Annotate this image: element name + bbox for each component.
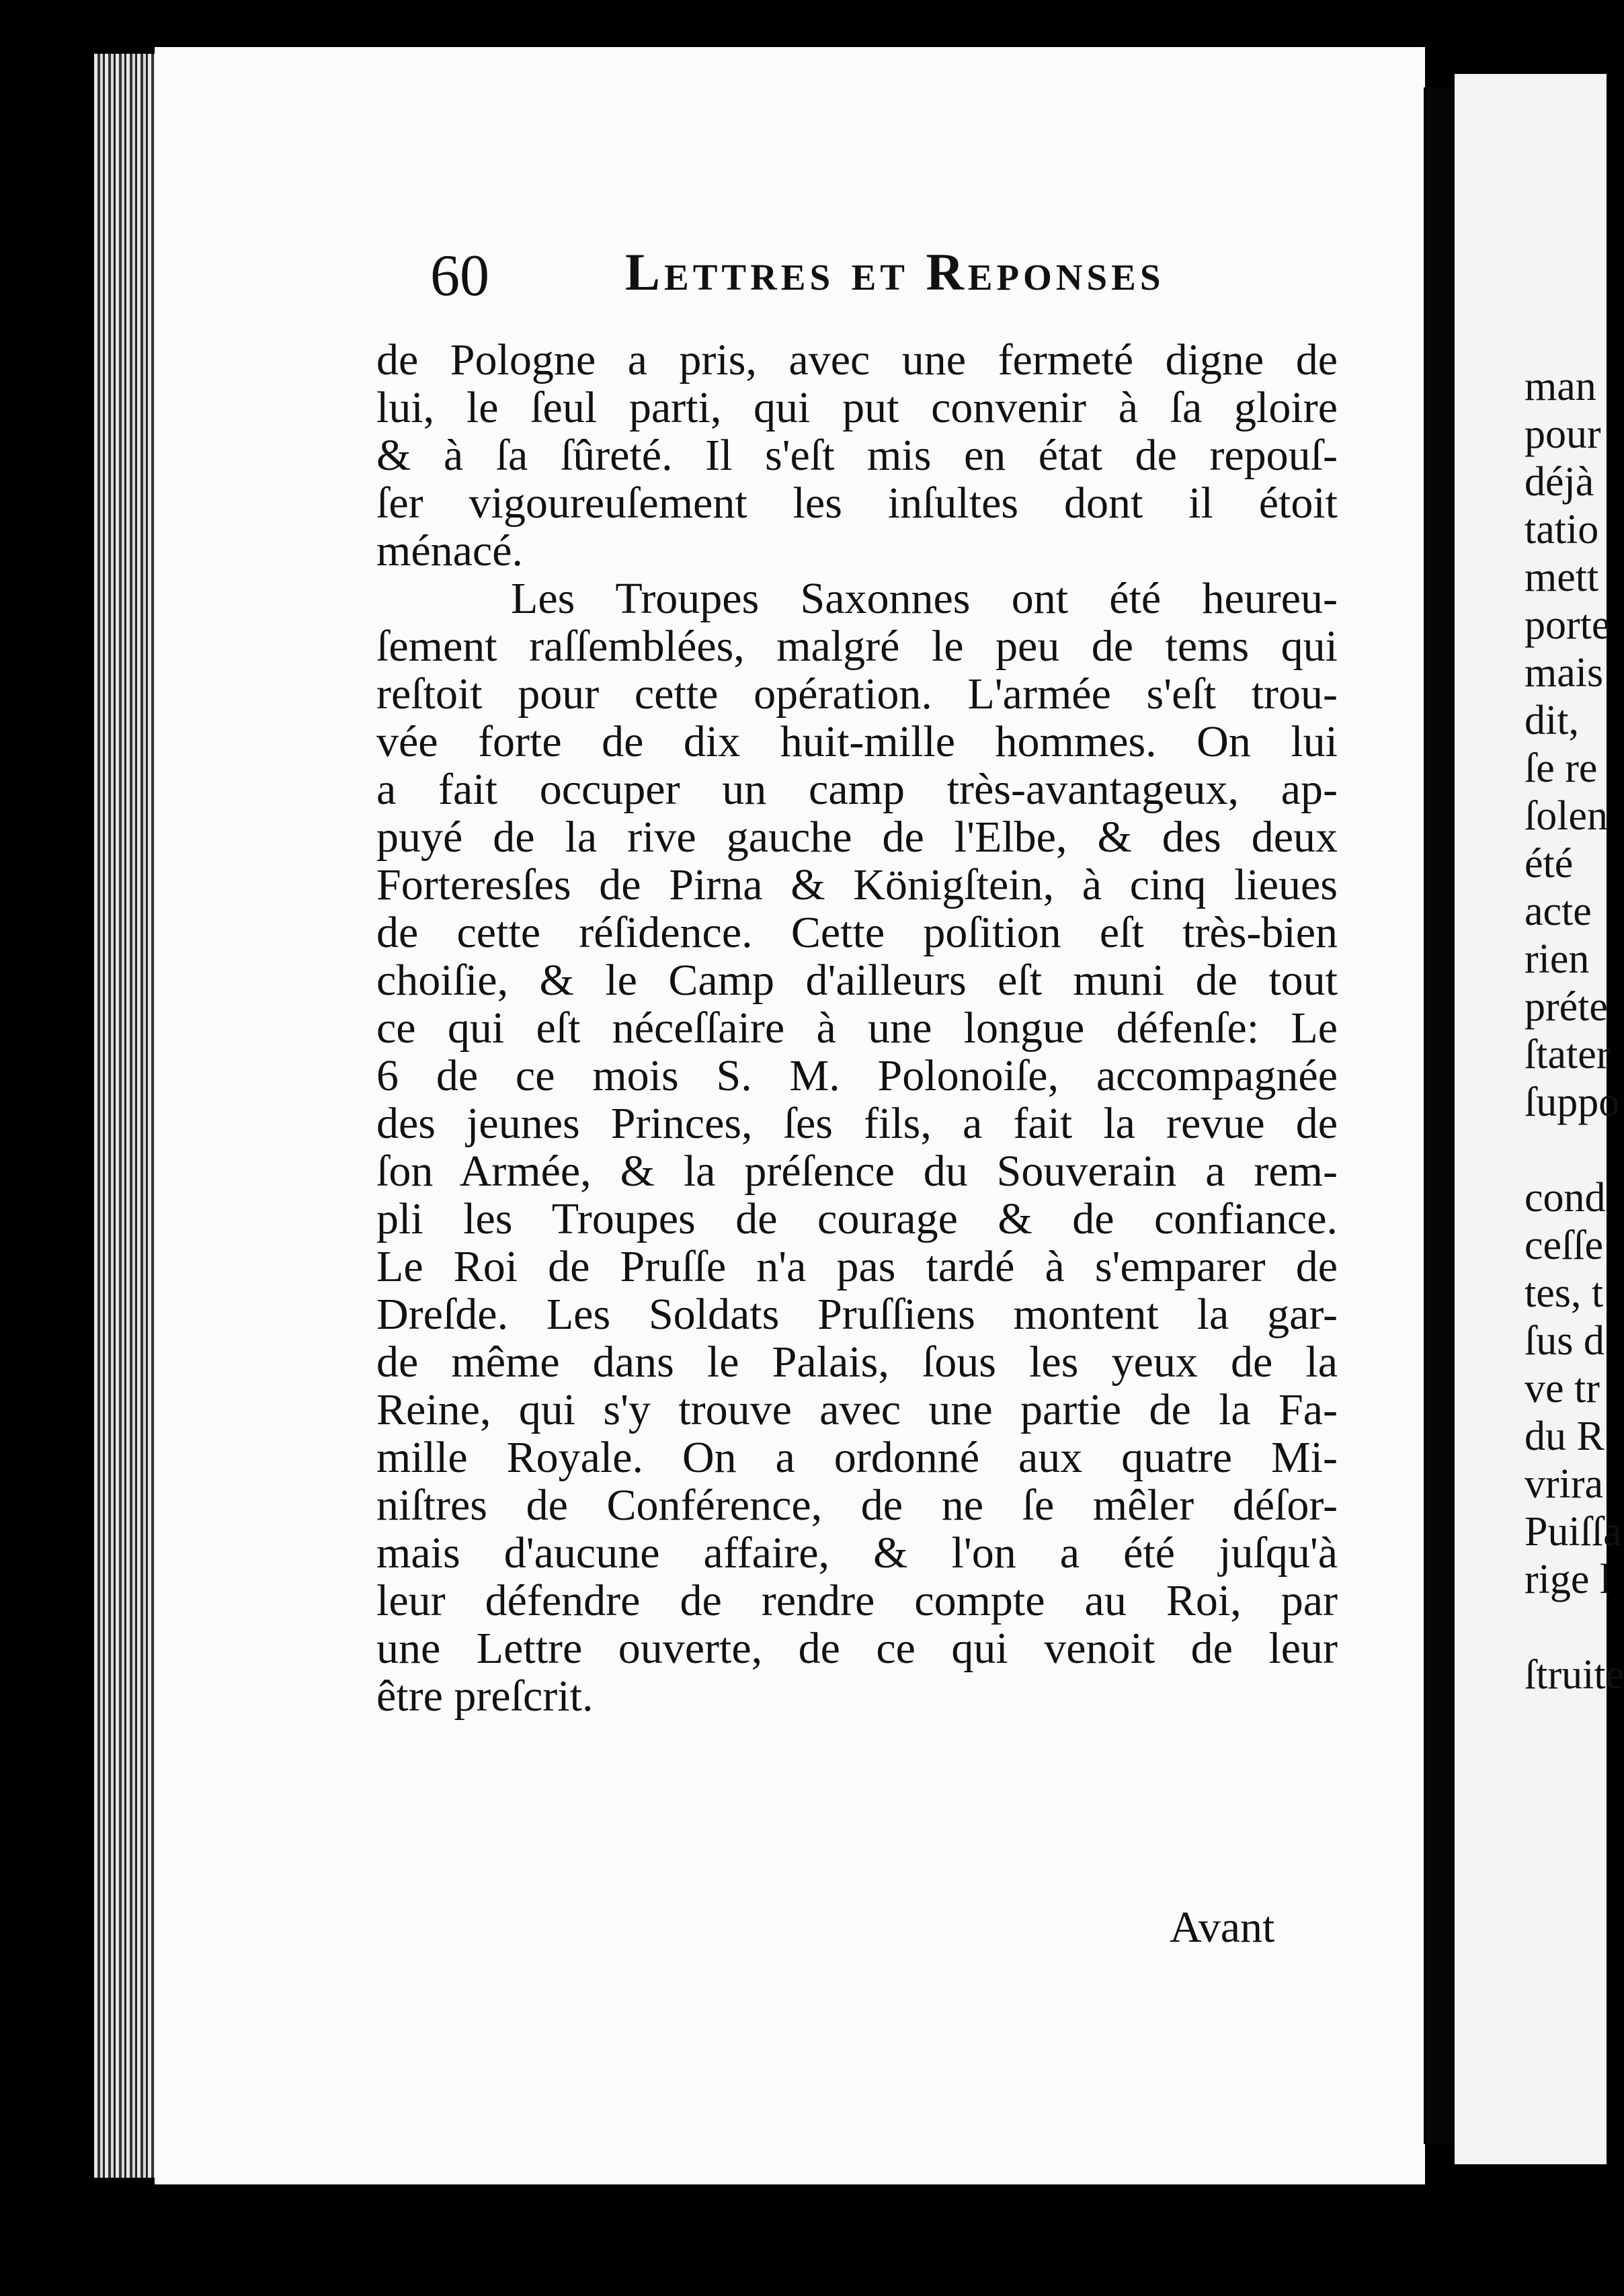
text-fragment: déjà	[1525, 459, 1594, 505]
text-fragment: ſtater	[1525, 1032, 1611, 1077]
text-fragment: ſolen	[1525, 793, 1608, 839]
text-line: ſon Armée, & la préſence du Souverain a rem-	[376, 1147, 1338, 1196]
book-gutter	[1424, 87, 1455, 2144]
text-line: choiſie, & le Camp d'ailleurs eſt muni de tout	[376, 956, 1338, 1005]
text-fragment: tes, t	[1525, 1270, 1604, 1316]
text-line: lui, le ſeul parti, qui put convenir à ſa gloire	[376, 383, 1338, 432]
running-title: Lettres et Reponses	[625, 243, 1165, 301]
text-fragment: acte	[1525, 889, 1592, 934]
text-fragment: mais	[1525, 650, 1604, 696]
catchword: Avant	[1170, 1903, 1275, 1952]
text-fragment: tatio	[1525, 507, 1599, 552]
text-fragment: man	[1525, 364, 1596, 409]
text-line: une Lettre ouverte, de ce qui venoit de leur	[376, 1624, 1338, 1673]
body-text	[376, 336, 1338, 1720]
text-line: mille Royale. On a ordonné aux quatre Mi-	[376, 1433, 1338, 1482]
text-fragment: pour	[1525, 411, 1601, 457]
text-fragment: été	[1525, 841, 1574, 887]
text-line: ménacé.	[376, 526, 524, 575]
text-line: mais d'aucune affaire, & l'on a été juſqu'à	[376, 1528, 1338, 1577]
text-line: Les Troupes Saxonnes ont été heureu-	[511, 574, 1338, 623]
text-line: Dreſde. Les Soldats Pruſſiens montent la gar-	[376, 1290, 1338, 1339]
right-page-text	[1525, 363, 1624, 1699]
page-number: 60	[430, 243, 489, 309]
text-fragment: dit,	[1525, 698, 1579, 743]
text-line: de même dans le Palais, ſous les yeux de la	[376, 1338, 1338, 1387]
text-line: vée forte de dix huit-mille hommes. On lui	[376, 717, 1338, 766]
text-fragment: ſtruite	[1525, 1652, 1624, 1698]
text-fragment: cond	[1525, 1175, 1606, 1221]
text-fragment: ſuppo	[1525, 1079, 1620, 1125]
text-line: niſtres de Conférence, de ne ſe mêler déſor-	[376, 1481, 1338, 1530]
text-line: ce qui eſt néceſſaire à une longue défenſe: Le	[376, 1003, 1338, 1053]
text-line: ſer vigoureuſement les inſultes dont il étoit	[376, 479, 1338, 528]
text-fragment: porte	[1525, 602, 1611, 648]
text-fragment	[1525, 1604, 1624, 1651]
text-fragment: vrira	[1525, 1461, 1604, 1507]
text-fragment	[1525, 1126, 1624, 1174]
text-fragment: ceſſe	[1525, 1223, 1604, 1268]
text-line: Forteresſes de Pirna & Königſtein, à cinq lieues	[376, 860, 1338, 909]
text-fragment: ſus d	[1525, 1318, 1605, 1364]
page-edges	[94, 54, 161, 2178]
running-head	[430, 242, 1304, 316]
text-fragment: ve tr	[1525, 1366, 1600, 1411]
text-line: Reine, qui s'y trouve avec une partie de la Fa-	[376, 1385, 1338, 1434]
text-fragment: Puiſſa	[1525, 1509, 1622, 1555]
text-line: de cette réſidence. Cette poſition eſt très-bien	[376, 908, 1338, 957]
text-line: reſtoit pour cette opération. L'armée s'eſt trou-	[376, 669, 1338, 719]
text-line: pli les Troupes de courage & de confiance.	[376, 1194, 1338, 1243]
text-line: de Pologne a pris, avec une fermeté digne de	[376, 335, 1338, 384]
text-line: être preſcrit.	[376, 1672, 594, 1721]
text-line: & à ſa ſûreté. Il s'eſt mis en état de repouſ-	[376, 431, 1338, 480]
text-fragment: du R	[1525, 1413, 1605, 1459]
text-fragment: ſe re	[1525, 745, 1598, 791]
text-line: a fait occuper un camp très-avantageux, ap-	[376, 765, 1338, 814]
text-fragment: préte	[1525, 984, 1608, 1030]
text-fragment: rige l	[1525, 1557, 1612, 1602]
text-line: leur défendre de rendre compte au Roi, par	[376, 1576, 1338, 1625]
text-line: puyé de la rive gauche de l'Elbe, & des deux	[376, 813, 1338, 862]
text-line: Le Roi de Pruſſe n'a pas tardé à s'emparer de	[376, 1242, 1338, 1291]
text-line: ſement raſſemblées, malgré le peu de tems qui	[376, 622, 1338, 671]
text-line: 6 de ce mois S. M. Polonoiſe, accompagnée	[376, 1051, 1338, 1100]
text-fragment: mett	[1525, 555, 1599, 600]
text-fragment: rien	[1525, 936, 1590, 982]
text-line: des jeunes Princes, ſes fils, a fait la revue de	[376, 1099, 1338, 1148]
